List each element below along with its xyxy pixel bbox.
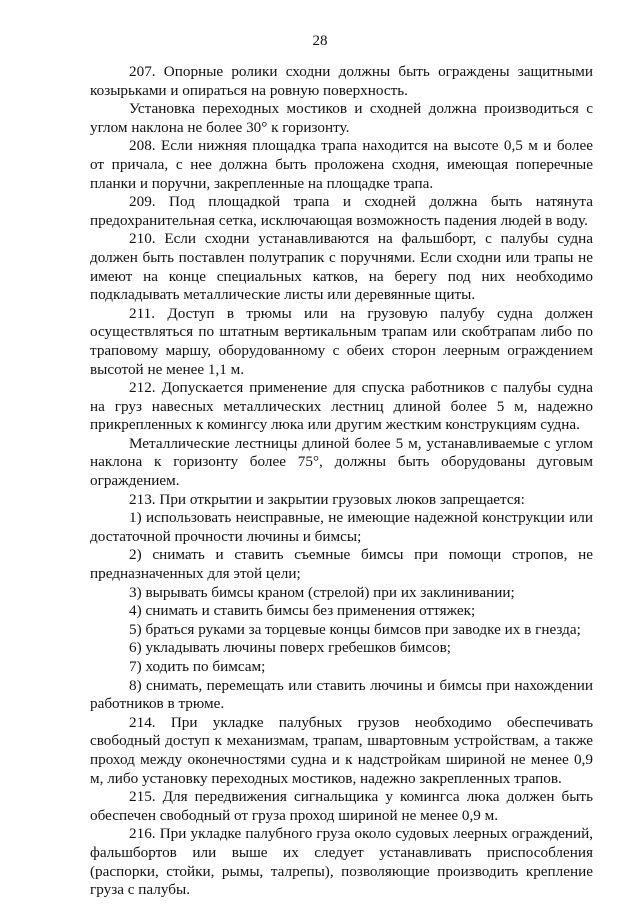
list-item-213-2: 2) снимать и ставить съемные бимсы при помощи стропов, не предназначенных для этой цели; — [90, 546, 593, 583]
list-item-213-1: 1) использовать неисправные, не имеющие надежной конструкции или достаточной прочности лючины и бимсы; — [90, 509, 593, 545]
list-item-213-8: 8) снимать, перемещать или ставить лючины и бимсы при нахождении работников в трюме. — [90, 676, 593, 713]
paragraph-212-ladders: Металлические лестницы длиной более 5 м, устанавливаемые с углом наклона к горизонту более 75°, должны быть оборудованы дуговым ограждением. — [90, 434, 593, 490]
list-item-213-7: 7) ходить по бимсам; — [129, 658, 266, 675]
list-item-213-5: 5) браться руками за торцевые концы бимсов при заводке их в гнезда; — [129, 620, 581, 638]
paragraph-209: 209. Под площадкой трапа и сходней должна быть натянута предохранительная сетка, исключающая возможность падения людей в воду. — [90, 193, 593, 229]
paragraph-213: 213. При открытии и закрытии грузовых люков запрещается: — [129, 490, 525, 508]
list-item-213-3: 3) вырывать бимсы краном (стрелой) при их заклинивании; — [129, 583, 515, 601]
paragraph-210: 210. Если сходни устанавливаются на фальшборт, с палубы судна должен быть поставлен полутрапик с поручнями. Если сходни или трапы не имеют на конце специальных катков, на берегу под них необходимо подкладывать металлические листы или деревянные щиты. — [90, 230, 593, 304]
paragraph-214: 214. При укладке палубных грузов необходимо обеспечивать свободный доступ к механизмам, трапам, швартовным устройствам, а также проход между оконечностями судна и к надстройкам шириной не менее 0,9 м, либо установку переходных мостиков, надежно закрепленных трапов. — [90, 713, 593, 787]
paragraph-208: 208. Если нижняя площадка трапа находится на высоте 0,5 м и более от причала, с нее должна быть проложена сходня, имеющая поперечные планки и поручни, закрепленные на площадке трапа. — [90, 137, 593, 192]
paragraph-216: 216. При укладке палубного груза около судовых леерных ограждений, фальшбортов или выше их следует устанавливать приспособления (распорки, стойки, рымы, талрепы), позволяющие производить крепление груза с палубы. — [90, 825, 593, 899]
paragraph-207-angle: Установка переходных мостиков и сходней должна производиться с углом наклона не более 30° к горизонту. — [90, 100, 593, 136]
body-text — [90, 63, 593, 900]
list-item-213-6: 6) укладывать лючины поверх гребешков бимсов; — [129, 639, 452, 657]
paragraph-215: 215. Для передвижения сигнальщика у комингса люка должен быть обеспечен свободный от груза проход шириной не менее 0,9 м. — [90, 788, 593, 824]
paragraph-211: 211. Доступ в трюмы или на грузовую палубу судна должен осуществляться по штатным вертикальным трапам или скобтрапам либо по траповому маршу, оборудованному с обеих сторон леерным ограждением высотой не менее 1,1 м. — [90, 304, 593, 378]
paragraph-212: 212. Допускается применение для спуска работников с палубы судна на груз навесных металлических лестниц длиной более 5 м, надежно прикрепленных к комингсу люка или другим жестким конструкциям судна. — [90, 379, 593, 434]
list-item-213-4: 4) снимать и ставить бимсы без применения оттяжек; — [129, 602, 476, 620]
page-number: 28 — [312, 33, 328, 49]
paragraph-207: 207. Опорные ролики сходни должны быть ограждены защитными козырьками и опираться на ровную поверхность. — [90, 63, 593, 99]
